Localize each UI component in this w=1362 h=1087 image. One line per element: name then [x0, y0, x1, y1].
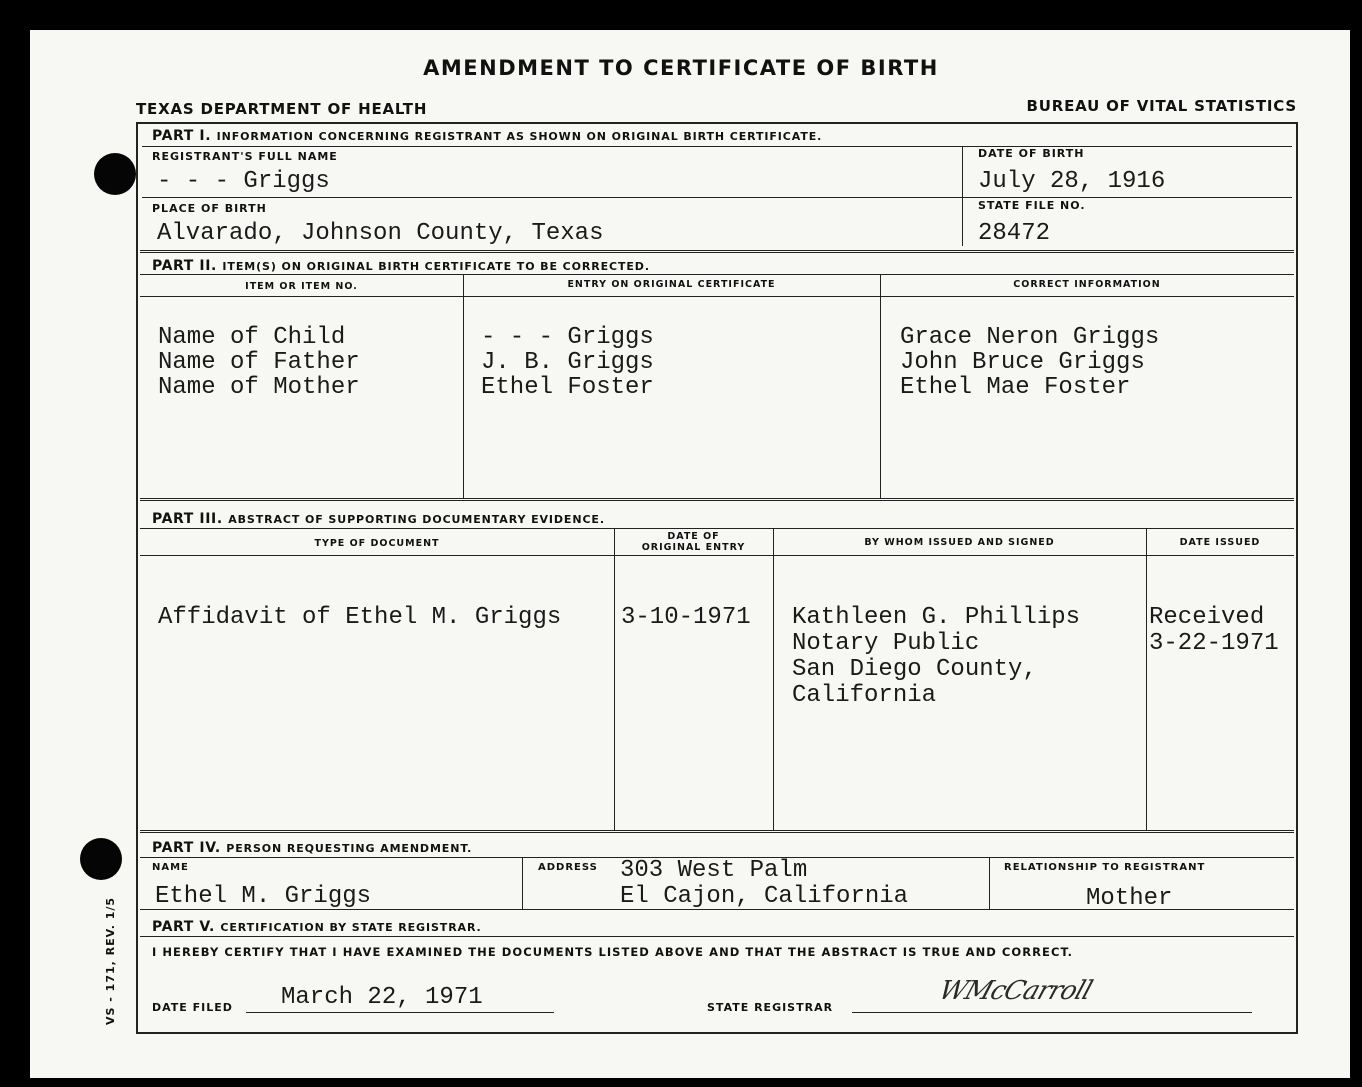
- relationship-value: Mother: [1086, 885, 1173, 912]
- correct-row-3: Ethel Mae Foster: [900, 374, 1131, 401]
- col-item-header: ITEM OR ITEM NO.: [245, 281, 358, 292]
- pob-label: PLACE OF BIRTH: [152, 202, 267, 215]
- date-issued-line-2: 3-22-1971: [1149, 630, 1279, 657]
- pob-value: Alvarado, Johnson County, Texas: [157, 220, 604, 247]
- dob-label: DATE OF BIRTH: [978, 147, 1085, 160]
- issued-by-line-1: Kathleen G. Phillips: [792, 604, 1081, 631]
- department-name: TEXAS DEPARTMENT OF HEALTH: [136, 100, 428, 118]
- requester-name-value: Ethel M. Griggs: [155, 883, 372, 910]
- address-line-2: El Cajon, California: [620, 883, 909, 910]
- document-title: AMENDMENT TO CERTIFICATE OF BIRTH: [423, 56, 939, 80]
- part5-heading: PART V. CERTIFICATION BY STATE REGISTRAR.: [152, 919, 482, 935]
- bureau-name: BUREAU OF VITAL STATISTICS: [1026, 97, 1297, 115]
- item-row-2: Name of Father: [158, 349, 360, 376]
- dob-value: July 28, 1916: [978, 168, 1166, 195]
- requester-name-label: NAME: [152, 862, 189, 873]
- col-type-header: TYPE OF DOCUMENT: [314, 538, 440, 549]
- col-date-entry-header: DATE OF ORIGINAL ENTRY: [641, 531, 746, 553]
- part2-heading: PART II. ITEM(S) ON ORIGINAL BIRTH CERTIFICATE TO BE CORRECTED.: [152, 258, 650, 274]
- relationship-label: RELATIONSHIP TO REGISTRANT: [1004, 862, 1206, 873]
- col-correct-header: CORRECT INFORMATION: [1013, 279, 1161, 290]
- entry-row-1: - - - Griggs: [481, 324, 654, 351]
- registrar-line: [852, 1012, 1252, 1013]
- part3-heading: PART III. ABSTRACT OF SUPPORTING DOCUMENTARY EVIDENCE.: [152, 511, 605, 527]
- issued-by-line-2: Notary Public: [792, 630, 980, 657]
- full-name-label: REGISTRANT'S FULL NAME: [152, 150, 338, 163]
- address-line-1: 303 West Palm: [620, 857, 808, 884]
- file-no-value: 28472: [978, 220, 1051, 247]
- date-filed-value: March 22, 1971: [281, 984, 483, 1011]
- punch-hole-bottom: [80, 838, 122, 880]
- date-filed-label: DATE FILED: [152, 1001, 233, 1014]
- address-label: ADDRESS: [538, 862, 598, 873]
- issued-by-line-3: San Diego County,: [792, 656, 1037, 683]
- date-filed-line: [246, 1012, 554, 1013]
- document-type-value: Affidavit of Ethel M. Griggs: [158, 604, 562, 631]
- item-row-1: Name of Child: [158, 324, 346, 351]
- entry-row-2: J. B. Griggs: [481, 349, 654, 376]
- date-entry-value: 3-10-1971: [621, 604, 751, 631]
- part4-heading: PART IV. PERSON REQUESTING AMENDMENT.: [152, 840, 473, 856]
- full-name-value: - - - Griggs: [157, 168, 330, 195]
- correct-row-2: John Bruce Griggs: [900, 349, 1145, 376]
- file-no-label: STATE FILE NO.: [978, 199, 1086, 212]
- entry-row-3: Ethel Foster: [481, 374, 654, 401]
- correct-row-1: Grace Neron Griggs: [900, 324, 1160, 351]
- item-row-3: Name of Mother: [158, 374, 360, 401]
- date-issued-line-1: Received: [1149, 604, 1265, 631]
- col-issued-by-header: BY WHOM ISSUED AND SIGNED: [864, 537, 1055, 548]
- certification-statement: I HEREBY CERTIFY THAT I HAVE EXAMINED THE DOCUMENTS LISTED ABOVE AND THAT THE ABSTRACT IS TRUE AND CORRECT.: [152, 945, 1074, 959]
- col-date-issued-header: DATE ISSUED: [1179, 537, 1261, 548]
- punch-hole-top: [94, 153, 136, 195]
- form-number: VS - 171, REV. 1/5: [104, 896, 117, 1025]
- part1-heading: PART I. INFORMATION CONCERNING REGISTRANT AS SHOWN ON ORIGINAL BIRTH CERTIFICATE.: [152, 128, 823, 144]
- issued-by-line-4: California: [792, 682, 937, 709]
- registrar-signature: WMcCarroll: [935, 976, 1096, 1006]
- col-entry-header: ENTRY ON ORIGINAL CERTIFICATE: [567, 279, 776, 290]
- state-registrar-label: STATE REGISTRAR: [707, 1001, 834, 1014]
